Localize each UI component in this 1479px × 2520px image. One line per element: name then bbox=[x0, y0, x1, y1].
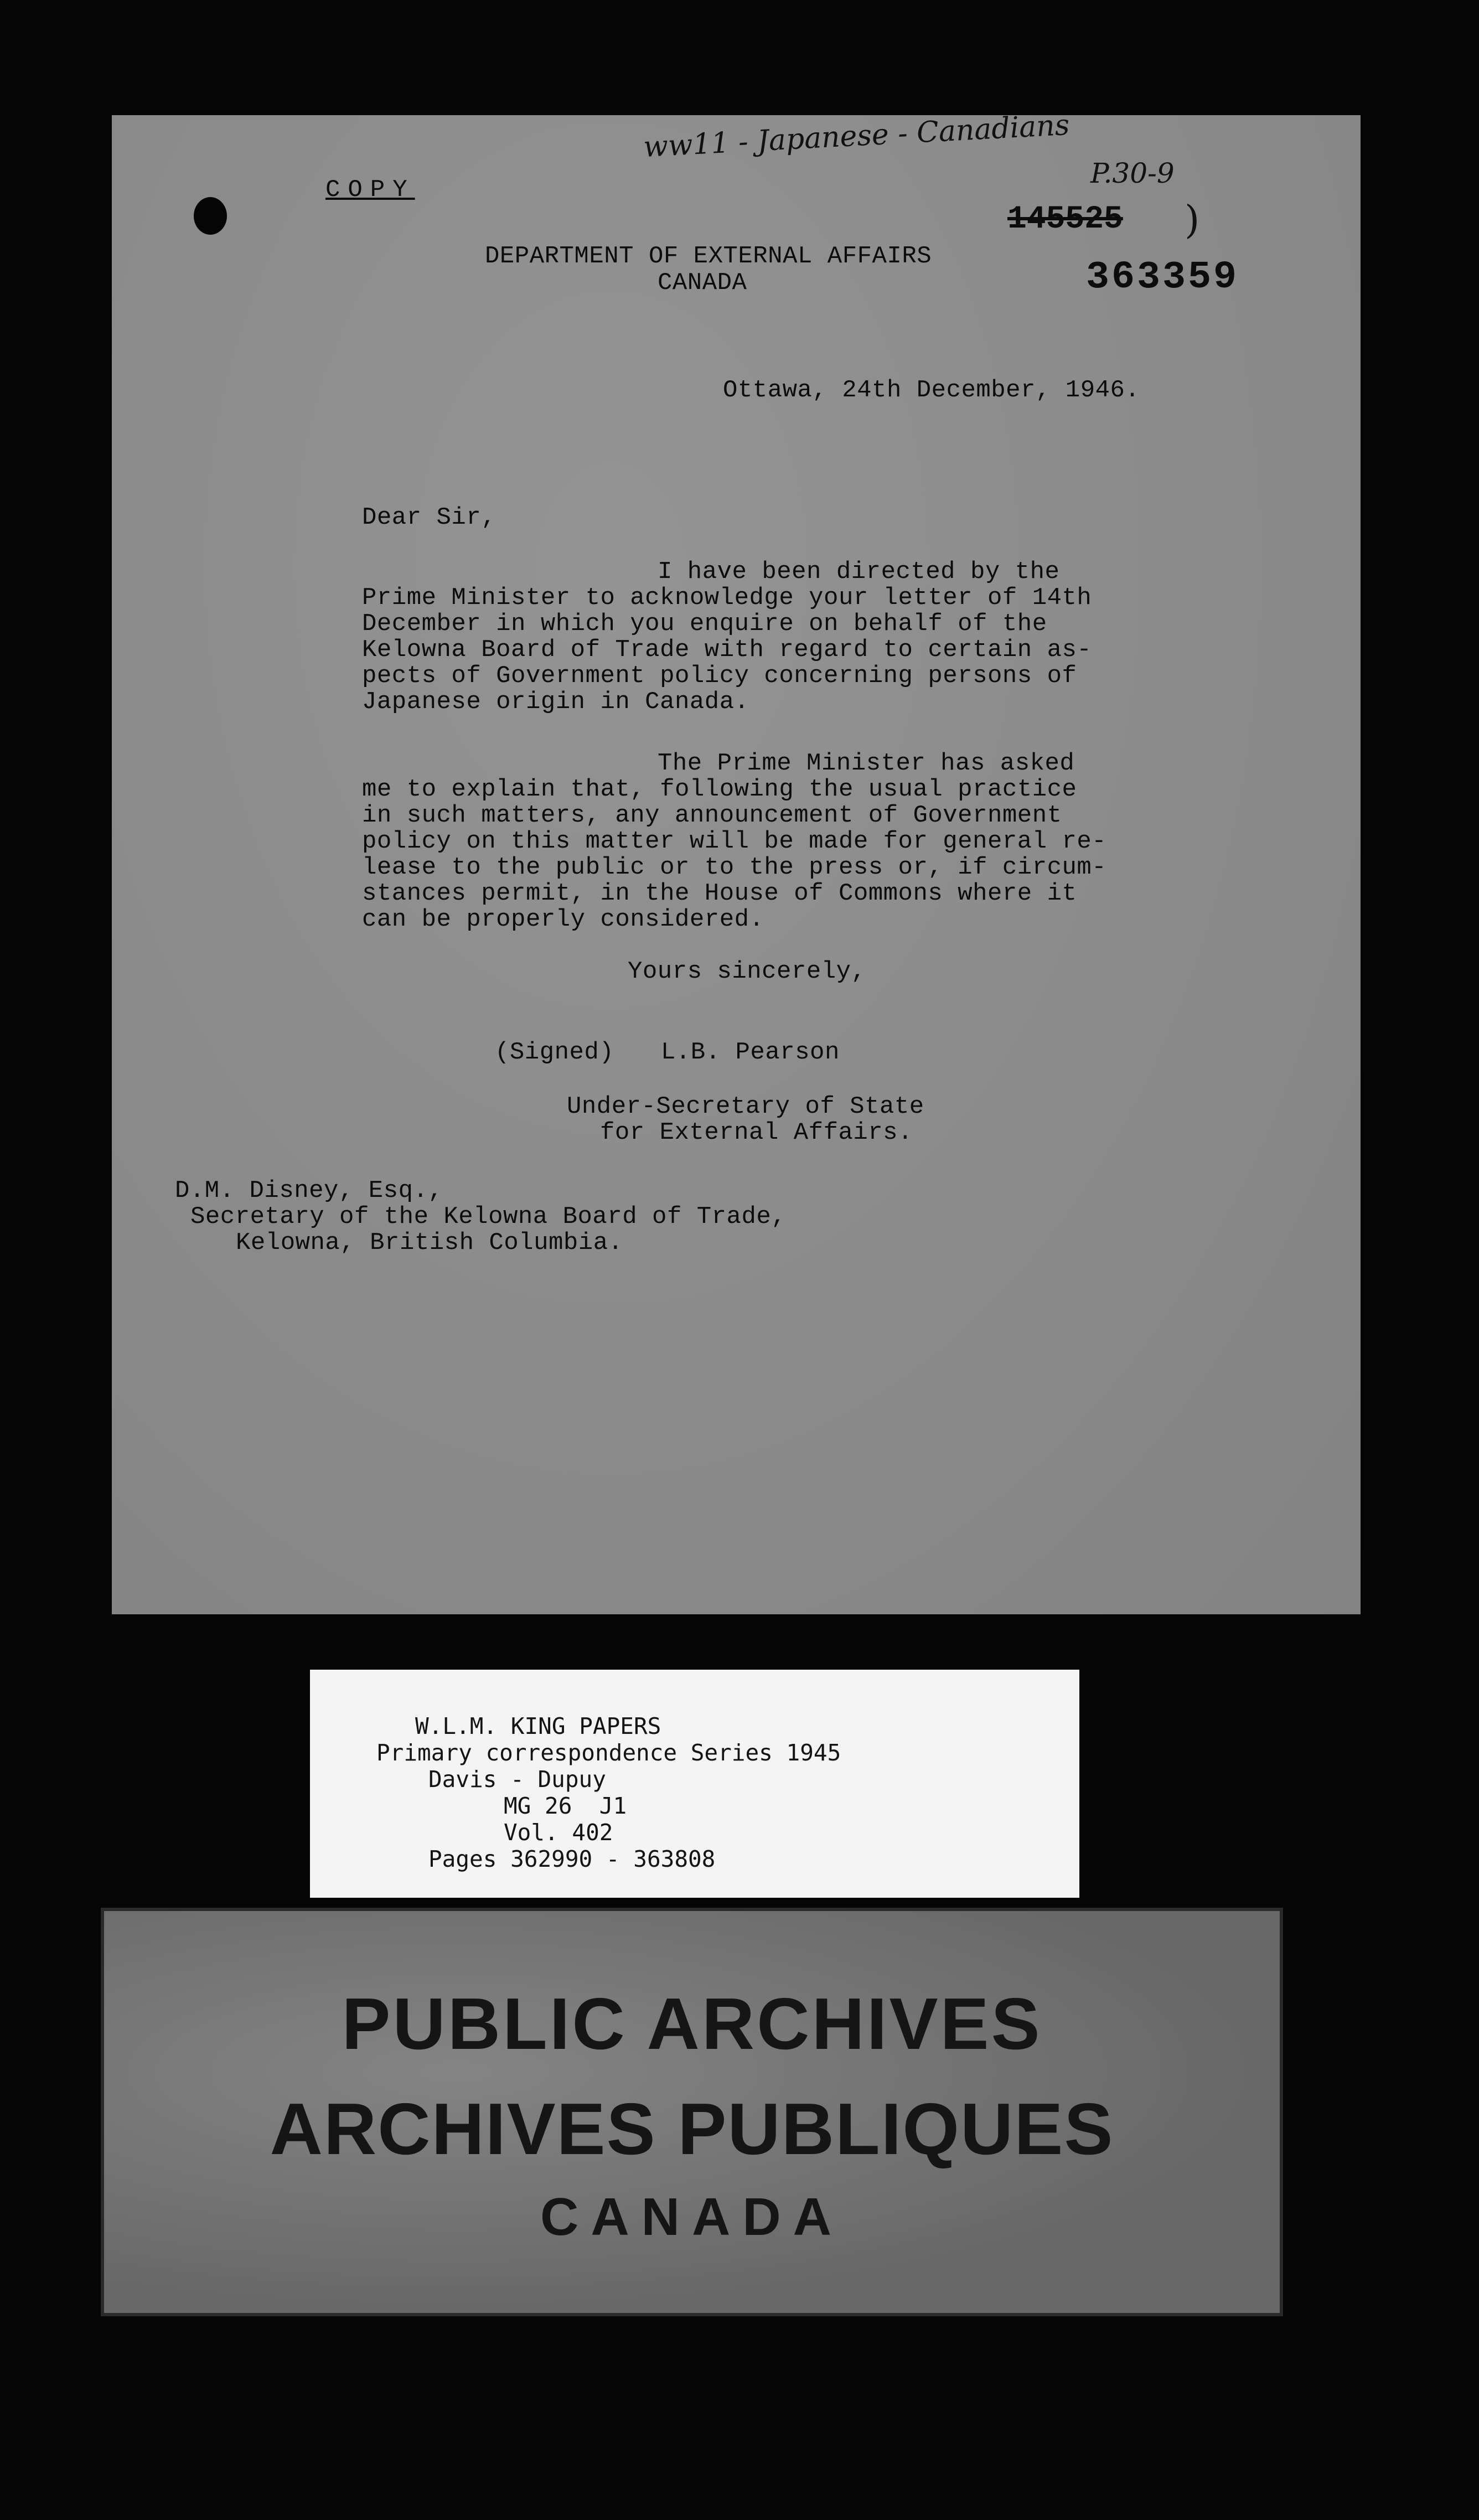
paragraph-2-line: can be properly considered. bbox=[362, 906, 764, 933]
archive-reference-label bbox=[310, 1670, 1079, 1898]
label-line: W.L.M. KING PAPERS bbox=[415, 1713, 661, 1739]
paragraph-2-line: in such matters, any announcement of Government bbox=[362, 802, 1062, 829]
signatory-title: for External Affairs. bbox=[600, 1119, 913, 1147]
recipient-line: Kelowna, British Columbia. bbox=[236, 1229, 623, 1257]
letter-date: Ottawa, 24th December, 1946. bbox=[723, 376, 1140, 404]
paragraph-2-line: policy on this matter will be made for general re- bbox=[362, 828, 1107, 855]
bracket-mark: ) bbox=[1185, 197, 1200, 242]
label-line: Vol. 402 bbox=[504, 1819, 613, 1846]
punch-hole bbox=[194, 197, 227, 235]
stamp-line-french: ARCHIVES PUBLIQUES bbox=[270, 2088, 1114, 2170]
paragraph-1-line: pects of Government policy concerning persons of bbox=[362, 662, 1077, 690]
handwritten-note: ww11 - Japanese - Canadians bbox=[642, 108, 1071, 164]
signatory-name: L.B. Pearson bbox=[661, 1039, 840, 1066]
page-number: 363359 bbox=[1086, 256, 1239, 299]
letter-page bbox=[112, 108, 1361, 1614]
closing: Yours sincerely, bbox=[628, 958, 866, 985]
handwritten-file-ref: P.30-9 bbox=[1090, 157, 1175, 189]
label-line: Primary correspondence Series 1945 bbox=[376, 1739, 841, 1766]
label-line: MG 26 J1 bbox=[504, 1793, 627, 1819]
paragraph-2-line: lease to the public or to the press or, if circum- bbox=[362, 854, 1107, 881]
public-archives-stamp bbox=[101, 1908, 1283, 2316]
paragraph-1-line: Prime Minister to acknowledge your letter of 14th bbox=[362, 584, 1092, 612]
country-heading: CANADA bbox=[658, 269, 747, 297]
recipient-line: Secretary of the Kelowna Board of Trade, bbox=[190, 1203, 787, 1231]
label-line: Davis - Dupuy bbox=[428, 1766, 606, 1793]
signed-mark: (Signed) bbox=[495, 1039, 614, 1066]
salutation: Dear Sir, bbox=[362, 504, 497, 531]
paragraph-1-line: Japanese origin in Canada. bbox=[362, 688, 749, 716]
label-line: Pages 362990 - 363808 bbox=[428, 1846, 716, 1872]
paragraph-2-line: me to explain that, following the usual practice bbox=[362, 776, 1077, 803]
signatory-title: Under-Secretary of State bbox=[567, 1093, 924, 1120]
copy-mark: COPY bbox=[325, 176, 415, 204]
paragraph-2-line: The Prime Minister has asked bbox=[658, 750, 1075, 777]
paragraph-2-line: stances permit, in the House of Commons where it bbox=[362, 880, 1077, 907]
paragraph-1-line: December in which you enquire on behalf of the bbox=[362, 610, 1047, 638]
department-heading: DEPARTMENT OF EXTERNAL AFFAIRS bbox=[485, 242, 932, 270]
stamp-line-english: PUBLIC ARCHIVES bbox=[342, 1983, 1042, 2064]
paragraph-1-line: I have been directed by the bbox=[658, 558, 1060, 586]
recipient-line: D.M. Disney, Esq., bbox=[175, 1177, 443, 1205]
stamp-line-country: CANADA bbox=[540, 2187, 844, 2247]
paragraph-1-line: Kelowna Board of Trade with regard to certain as- bbox=[362, 636, 1092, 664]
old-reference-number: 145525 bbox=[1007, 202, 1123, 237]
